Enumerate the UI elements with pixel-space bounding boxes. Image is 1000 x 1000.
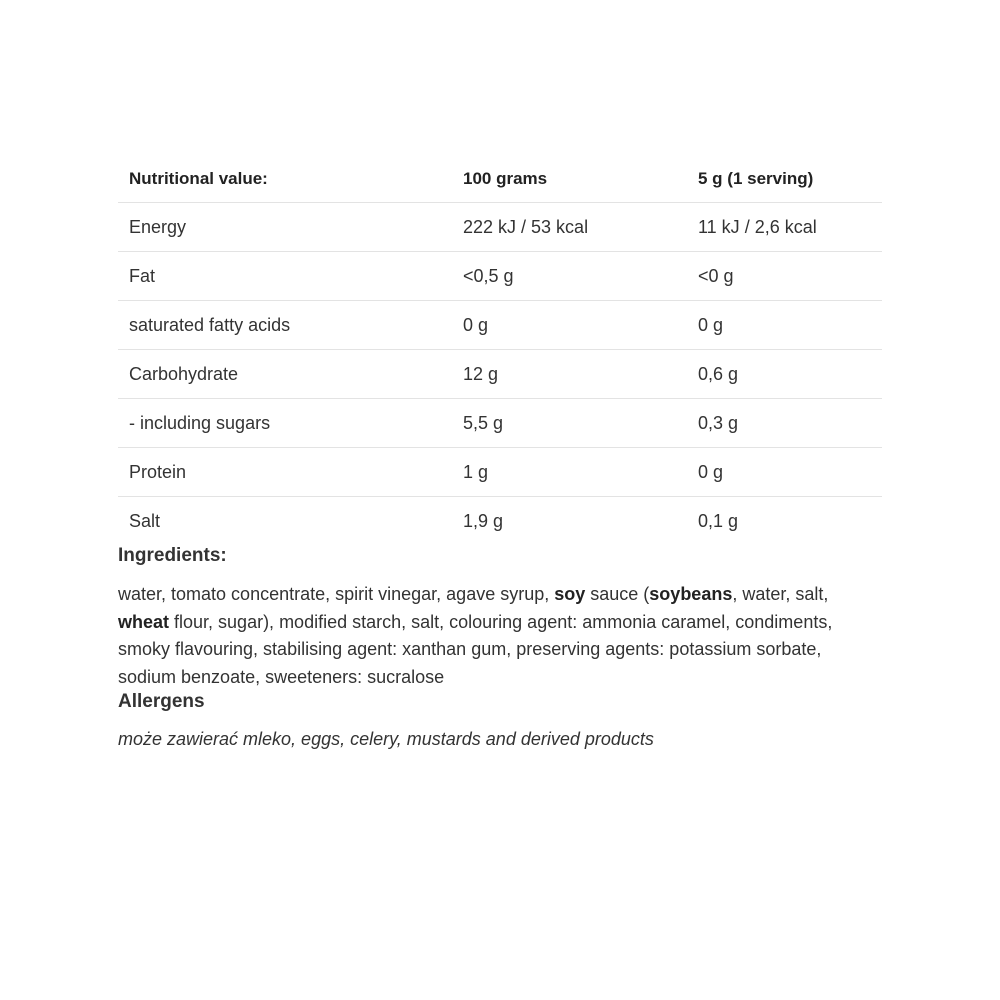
- ingredients-allergen-bold: wheat: [118, 611, 170, 632]
- nutrition-table: [118, 156, 882, 545]
- nutrient-per-100g: 1 g: [452, 448, 687, 497]
- nutrient-per-serving: 0,3 g: [687, 399, 882, 448]
- nutrient-name: Protein: [118, 448, 452, 497]
- nutrient-name: Energy: [118, 203, 452, 252]
- allergens-title: Allergens: [118, 691, 205, 712]
- nutrient-per-100g: 12 g: [452, 350, 687, 399]
- ingredients-part: flour, sugar), modified starch, salt, colouring agent: ammonia caramel, condiments, smoky flavouring, stabilising agent: xanthan gum, preserving agents: potassium sorbate, sodium benzoate, sweeteners: sucralose: [118, 611, 833, 687]
- product-info: [118, 156, 882, 750]
- nutrient-name: Carbohydrate: [118, 350, 452, 399]
- nutrition-header-row: [118, 156, 882, 203]
- nutrient-per-100g: 1,9 g: [463, 510, 504, 531]
- nutrient-per-serving: <0 g: [687, 252, 882, 301]
- nutrient-name: Fat: [118, 252, 452, 301]
- nutrient-per-100g: <0,5 g: [452, 252, 687, 301]
- table-row: [118, 203, 882, 252]
- header-per-100g: 100 grams: [452, 156, 687, 203]
- nutrient-per-100g: 5,5 g: [452, 399, 687, 448]
- nutrient-name: - including sugars: [118, 399, 452, 448]
- nutrient-per-serving: 0 g: [687, 301, 882, 350]
- ingredients-part: sauce (: [585, 584, 650, 604]
- nutrient-per-100g: 0 g: [452, 301, 687, 350]
- table-row: [118, 252, 882, 301]
- table-row: [118, 301, 882, 350]
- table-row: [118, 399, 882, 448]
- table-row: [118, 448, 882, 497]
- header-nutritional-value: Nutritional value:: [118, 156, 452, 203]
- nutrient-per-100g: 222 kJ / 53 kcal: [452, 203, 687, 252]
- ingredients-allergen-bold: soy: [554, 584, 586, 604]
- ingredients-allergen-bold: soybeans: [649, 584, 733, 604]
- header-per-serving: 5 g (1 serving): [687, 156, 882, 203]
- ingredients-title: Ingredients:: [118, 545, 227, 566]
- allergens-text: może zawierać mleko, eggs, celery, mustards and derived products: [118, 729, 654, 749]
- nutrient-name: saturated fatty acids: [118, 301, 452, 350]
- ingredients-text: [118, 581, 878, 691]
- nutrient-per-serving: 0,1 g: [698, 510, 739, 531]
- nutrient-per-serving: 0,6 g: [687, 350, 882, 399]
- nutrient-per-serving: 0 g: [687, 448, 882, 497]
- ingredients-part: water, tomato concentrate, spirit vinegar, agave syrup,: [118, 584, 555, 604]
- nutrient-name: Salt: [129, 510, 161, 531]
- ingredients-part: , water, salt,: [732, 584, 829, 604]
- nutrient-per-serving: 11 kJ / 2,6 kcal: [687, 203, 882, 252]
- table-row: [118, 497, 882, 546]
- table-row: [118, 350, 882, 399]
